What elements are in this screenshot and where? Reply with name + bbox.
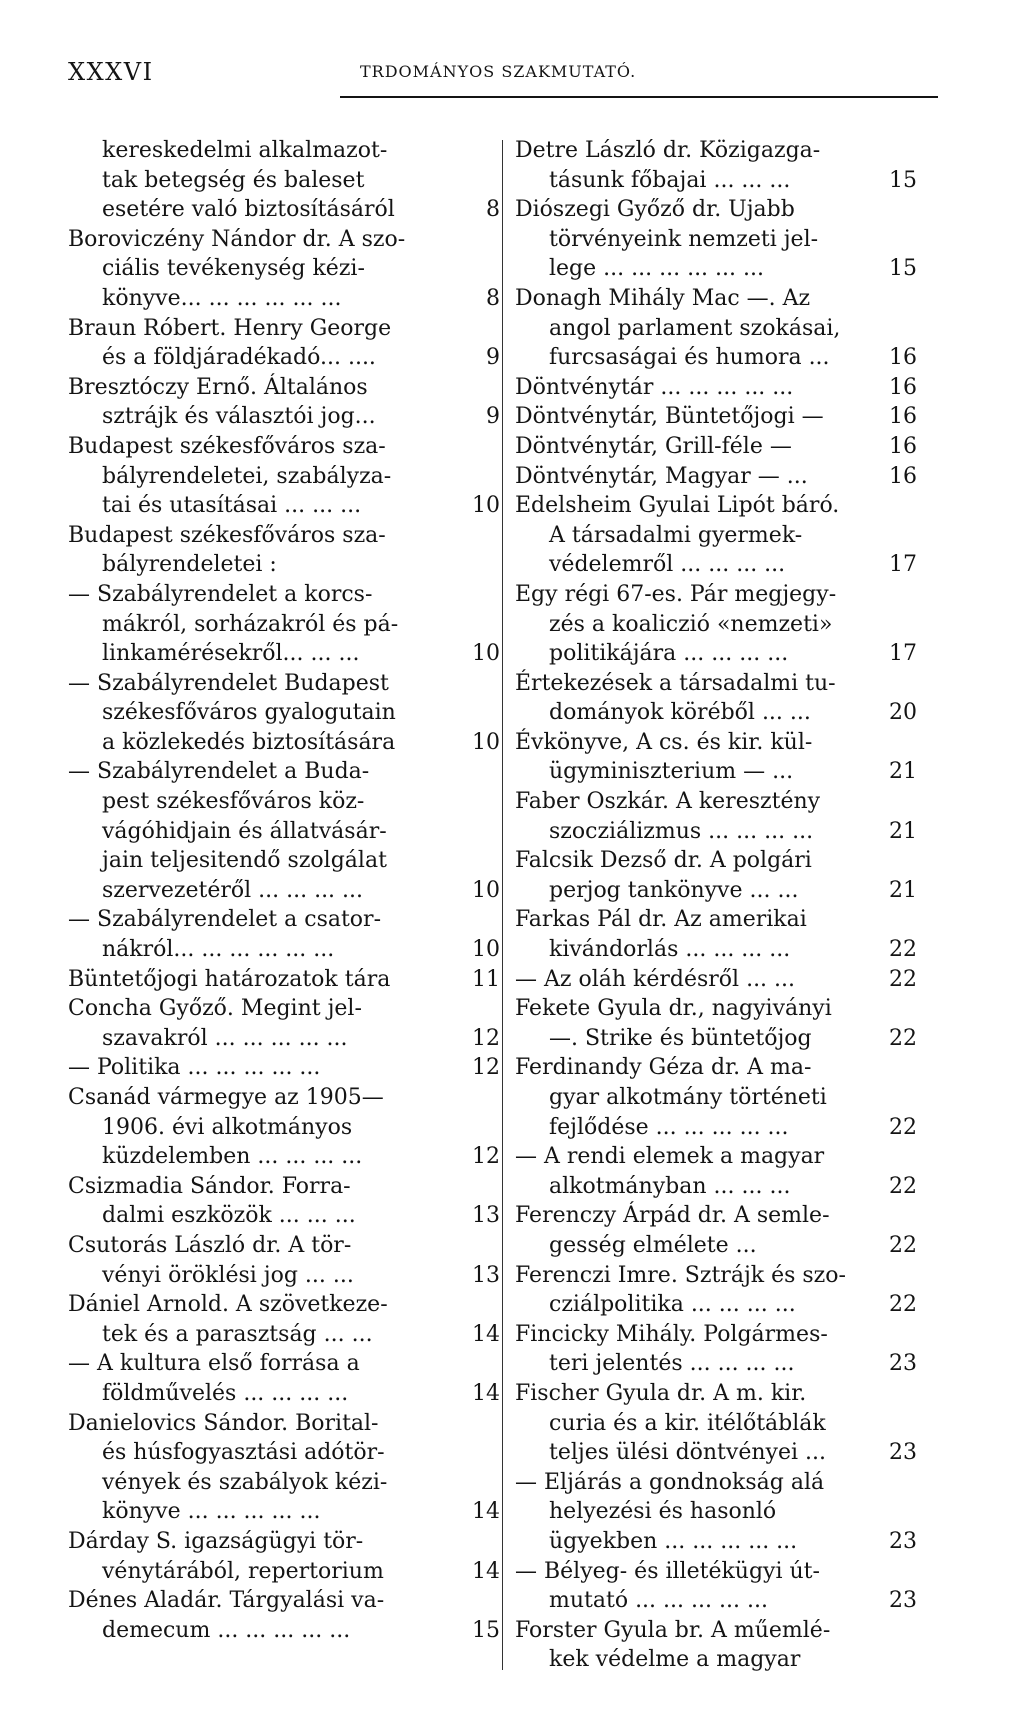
entry-text: tásunk főbajai ... ... ... (549, 167, 791, 193)
page-number: 21 (889, 759, 917, 785)
entry-text: tai és utasításai ... ... ... (102, 493, 362, 519)
index-entry-line (68, 1438, 500, 1468)
page-number: 10 (472, 641, 500, 667)
page-number: 8 (486, 285, 500, 311)
index-entry-line (515, 1201, 917, 1231)
entry-text: — Szabályrendelet Budapest (68, 670, 389, 696)
page-number: 10 (472, 877, 500, 903)
page-number: 12 (472, 1144, 500, 1170)
header-rule (340, 96, 938, 98)
entry-text: Fekete Gyula dr., nagyiványi (515, 996, 832, 1022)
index-entry-line (68, 284, 500, 314)
page-number: 14 (472, 1499, 500, 1525)
entry-text: szocziálizmus ... ... ... ... (549, 818, 814, 844)
entry-text: zés a koaliczió «nemzeti» (549, 611, 833, 637)
index-entry-line (515, 1113, 917, 1143)
index-entry-line (515, 373, 917, 403)
page-number: 9 (486, 404, 500, 430)
entry-text: Büntetőjogi határozatok tára (68, 966, 391, 992)
entry-text: teljes ülési döntvényei ... (549, 1440, 826, 1466)
page-number: 12 (472, 1055, 500, 1081)
page-number: 15 (472, 1617, 500, 1643)
index-entry-line (515, 1409, 917, 1439)
entry-text: mutató ... ... ... ... ... (549, 1588, 768, 1614)
entry-text: nákról... ... ... ... ... ... (102, 937, 335, 963)
index-entry-line (515, 698, 917, 728)
entry-text: ügyminiszterium — ... (549, 759, 794, 785)
entry-text: — A kultura első forrása a (68, 1351, 360, 1377)
index-entry-line (68, 639, 500, 669)
page-number: 22 (889, 1173, 917, 1199)
entry-text: — Szabályrendelet a Buda- (68, 759, 370, 785)
entry-text: kivándorlás ... ... ... ... (549, 937, 791, 963)
page-number: 16 (889, 463, 917, 489)
page-number: 8 (486, 197, 500, 223)
index-entry-line (68, 965, 500, 995)
entry-text: ciális tevékenység kézi- (102, 256, 365, 282)
entry-text: Budapest székesfőváros sza- (68, 522, 386, 548)
entry-text: linkamérésekről... ... ... (102, 641, 360, 667)
index-entry-line (515, 1586, 917, 1616)
entry-text: demecum ... ... ... ... ... (102, 1617, 351, 1643)
index-entry-line (68, 876, 500, 906)
page-number: 21 (889, 818, 917, 844)
index-entry-line (515, 846, 917, 876)
index-entry-line (515, 314, 917, 344)
index-entry-line (68, 1320, 500, 1350)
index-entry-line (515, 1557, 917, 1587)
entry-text: curia és a kir. itélőtáblák (549, 1410, 826, 1436)
entry-text: Ferenczy Árpád dr. A semle- (515, 1203, 830, 1229)
page-number: 16 (889, 404, 917, 430)
page-number: 14 (472, 1558, 500, 1584)
entry-text: helyezési és hasonló (549, 1499, 777, 1525)
page-number: 22 (889, 966, 917, 992)
index-entry-line (68, 402, 500, 432)
index-entry-line (68, 225, 500, 255)
entry-text: dományok köréből ... ... (549, 700, 811, 726)
entry-text: vényi öröklési jog ... ... (102, 1262, 354, 1288)
entry-text: — Szabályrendelet a korcs- (68, 581, 373, 607)
entry-text: küzdelemben ... ... ... ... (102, 1144, 363, 1170)
index-entry-line (68, 994, 500, 1024)
page-number: 17 (889, 552, 917, 578)
page-number: 23 (889, 1588, 917, 1614)
index-entry-line (515, 1172, 917, 1202)
column-divider (502, 140, 503, 1670)
page-number: 16 (889, 345, 917, 371)
index-entry-line (515, 491, 917, 521)
entry-text: tak betegség és baleset (102, 167, 365, 193)
index-entry-line (68, 550, 500, 580)
index-entry-line (515, 757, 917, 787)
index-entry-line (515, 1231, 917, 1261)
entry-text: törvényeink nemzeti jel- (549, 226, 819, 252)
index-entry-line (68, 462, 500, 492)
index-entry-line (68, 1231, 500, 1261)
entry-text: Egy régi 67-es. Pár megjegy- (515, 581, 837, 607)
page-number: 11 (472, 966, 500, 992)
entry-text: mákról, sorházakról és pá- (102, 611, 399, 637)
index-entry-line (515, 787, 917, 817)
entry-text: Csutorás László dr. A tör- (68, 1232, 352, 1258)
right-column (515, 136, 917, 1675)
entry-text: Dénes Aladár. Tárgyalási va- (68, 1588, 385, 1614)
entry-text: Döntvénytár, Grill-féle — (515, 433, 792, 459)
entry-text: A társadalmi gyermek- (549, 522, 803, 548)
index-entry-line (68, 1024, 500, 1054)
entry-text: — A rendi elemek a magyar (515, 1144, 825, 1170)
entry-text: Farkas Pál dr. Az amerikai (515, 907, 807, 933)
entry-text: Falcsik Dezső dr. A polgári (515, 848, 812, 874)
index-entry-line (68, 728, 500, 758)
entry-text: dalmi eszközök ... ... ... (102, 1203, 356, 1229)
entry-text: könyve ... ... ... ... ... (102, 1499, 321, 1525)
index-entry-line (515, 1468, 917, 1498)
index-entry-line (68, 1409, 500, 1439)
index-entry-line (68, 1142, 500, 1172)
page-number: 14 (472, 1321, 500, 1347)
index-entry-line (515, 639, 917, 669)
entry-text: Fincicky Mihály. Polgármes- (515, 1321, 828, 1347)
index-entry-line (68, 343, 500, 373)
index-entry-line (515, 1261, 917, 1291)
index-entry-line (68, 1113, 500, 1143)
running-title: TRDOMÁNYOS SZAKMUTATÓ. (360, 62, 637, 81)
index-entry-line (515, 550, 917, 580)
index-entry-line (68, 817, 500, 847)
index-entry-line (515, 1083, 917, 1113)
entry-text: Döntvénytár, Büntetőjogi — (515, 404, 824, 430)
index-entry-line (68, 1527, 500, 1557)
entry-text: cziálpolitika ... ... ... ... (549, 1292, 796, 1318)
entry-text: és húsfogyasztási adótör- (102, 1440, 385, 1466)
entry-text: vények és szabályok kézi- (102, 1469, 388, 1495)
page-number: 23 (889, 1528, 917, 1554)
page-number: 22 (889, 1025, 917, 1051)
index-entry-line (515, 1142, 917, 1172)
entry-text: — Szabályrendelet a csator- (68, 907, 382, 933)
page-folio: XXXVI (68, 58, 154, 86)
index-entry-line (515, 254, 917, 284)
entry-text: Csanád vármegye az 1905— (68, 1085, 384, 1110)
index-entry-line (515, 521, 917, 551)
entry-text: — Eljárás a gondnokság alá (515, 1469, 825, 1495)
entry-text: Dárday S. igazságügyi tör- (68, 1528, 364, 1554)
entry-text: Fischer Gyula dr. A m. kir. (515, 1380, 807, 1406)
page-number: 13 (472, 1262, 500, 1288)
page-number: 17 (889, 641, 917, 667)
entry-text: alkotmányban ... ... ... (549, 1173, 791, 1199)
entry-text: esetére való biztosításáról (102, 197, 395, 223)
index-entry-line (68, 905, 500, 935)
entry-text: Budapest székesfőváros sza- (68, 433, 386, 459)
index-entry-line (68, 491, 500, 521)
page-number: 10 (472, 937, 500, 963)
left-column (68, 136, 500, 1645)
index-entry-line (68, 846, 500, 876)
index-entry-line (515, 876, 917, 906)
entry-text: lege ... ... ... ... ... ... (549, 256, 764, 282)
index-entry-line (68, 314, 500, 344)
page-number: 20 (889, 700, 917, 726)
index-entry-line (515, 166, 917, 196)
index-entry-line (515, 935, 917, 965)
entry-text: furcsaságai és humora ... (549, 345, 830, 371)
entry-text: földművelés ... ... ... ... (102, 1380, 349, 1406)
page-number: 23 (889, 1351, 917, 1377)
entry-text: bályrendeletei, szabályza- (102, 463, 392, 489)
entry-text: angol parlament szokásai, (549, 315, 841, 341)
entry-text: vénytárából, repertorium (102, 1558, 384, 1584)
index-entry-line (68, 1468, 500, 1498)
page-number: 21 (889, 877, 917, 903)
entry-text: Csizmadia Sándor. Forra- (68, 1173, 351, 1199)
index-entry-line (515, 1024, 917, 1054)
entry-text: Edelsheim Gyulai Lipót báró. (515, 493, 840, 519)
entry-text: Ferdinandy Géza dr. A ma- (515, 1055, 812, 1081)
index-entry-line (515, 1438, 917, 1468)
entry-text: Értekezések a társadalmi tu- (515, 670, 836, 696)
page-number: 23 (889, 1440, 917, 1466)
index-entry-line (68, 669, 500, 699)
index-entry-line (515, 432, 917, 462)
entry-text: Braun Róbert. Henry George (68, 315, 392, 341)
page-number: 13 (472, 1203, 500, 1229)
entry-text: sztrájk és választói jog... (102, 404, 376, 430)
page-number: 22 (889, 1232, 917, 1258)
index-entry-line (515, 1320, 917, 1350)
index-entry-line (515, 905, 917, 935)
index-entry-line (68, 136, 500, 166)
entry-text: Döntvénytár ... ... ... ... ... (515, 374, 794, 400)
entry-text: és a földjáradékadó... .... (102, 345, 376, 371)
index-entry-line (515, 728, 917, 758)
entry-text: Forster Gyula br. A műemlé- (515, 1617, 831, 1643)
index-entry-line (68, 935, 500, 965)
index-entry-line (515, 225, 917, 255)
index-entry-line (515, 343, 917, 373)
entry-text: tek és a parasztság ... ... (102, 1321, 373, 1347)
entry-text: Detre László dr. Közigazga- (515, 138, 821, 163)
index-entry-line (515, 965, 917, 995)
index-entry-line (515, 580, 917, 610)
index-entry-line (515, 1527, 917, 1557)
index-entry-line (68, 1616, 500, 1646)
index-entry-line (515, 402, 917, 432)
entry-text: gesség elmélete ... (549, 1232, 757, 1258)
page-number: 22 (889, 1292, 917, 1318)
index-entry-line (68, 254, 500, 284)
index-entry-line (515, 1616, 917, 1646)
index-entry-line (515, 994, 917, 1024)
index-entry-line (515, 817, 917, 847)
index-entry-line (68, 1349, 500, 1379)
page-number: 10 (472, 729, 500, 755)
index-entry-line (68, 1083, 500, 1113)
entry-text: — Az oláh kérdésről ... ... (515, 966, 796, 992)
page-number: 9 (486, 345, 500, 371)
entry-text: Faber Oszkár. A keresztény (515, 789, 821, 815)
page-number: 22 (889, 937, 917, 963)
index-entry-line (515, 1379, 917, 1409)
entry-text: Diószegi Győző dr. Ujabb (515, 197, 795, 223)
page-number: 15 (889, 256, 917, 282)
page-number: 12 (472, 1025, 500, 1051)
index-entry-line (68, 1557, 500, 1587)
index-entry-line (68, 1497, 500, 1527)
entry-text: a közlekedés biztosítására (102, 729, 396, 755)
page-number: 15 (889, 167, 917, 193)
entry-text: fejlődése ... ... ... ... ... (549, 1114, 789, 1140)
index-entry-line (515, 1349, 917, 1379)
index-entry-line (68, 195, 500, 225)
index-entry-line (515, 610, 917, 640)
entry-text: Évkönyve, A cs. és kir. kül- (515, 729, 813, 755)
page-number: 16 (889, 433, 917, 459)
index-entry-line (68, 521, 500, 551)
index-entry-line (68, 757, 500, 787)
entry-text: —. Strike és büntetőjog (549, 1025, 812, 1051)
index-entry-line (515, 195, 917, 225)
entry-text: 1906. évi alkotmányos (102, 1114, 353, 1140)
index-entry-line (68, 1379, 500, 1409)
entry-text: jain teljesitendő szolgálat (102, 848, 387, 874)
page-number: 10 (472, 493, 500, 519)
index-entry-line (515, 1645, 917, 1675)
index-entry-line (68, 1261, 500, 1291)
entry-text: gyar alkotmány történeti (549, 1085, 827, 1110)
entry-text: — Bélyeg- és illetékügyi út- (515, 1558, 820, 1584)
entry-text: ügyekben ... ... ... ... ... (549, 1528, 798, 1554)
index-entry-line (68, 1201, 500, 1231)
entry-text: székesfőváros gyalogutain (102, 700, 396, 726)
entry-text: Danielovics Sándor. Borital- (68, 1410, 379, 1436)
index-entry-line (68, 432, 500, 462)
entry-text: teri jelentés ... ... ... ... (549, 1351, 795, 1377)
entry-text: Bresztóczy Ernő. Általános (68, 374, 368, 400)
index-entry-line (515, 669, 917, 699)
entry-text: Döntvénytár, Magyar — ... (515, 463, 808, 489)
page-number: 16 (889, 374, 917, 400)
entry-text: kereskedelmi alkalmazot- (102, 138, 388, 163)
index-entry-line (68, 580, 500, 610)
index-entry-line (68, 1586, 500, 1616)
index-entry-line (515, 1290, 917, 1320)
entry-text: Boroviczény Nándor dr. A szo- (68, 226, 406, 252)
index-entry-line (68, 610, 500, 640)
entry-text: pest székesfőváros köz- (102, 789, 365, 815)
entry-text: könyve... ... ... ... ... ... (102, 285, 342, 311)
entry-text: Concha Győző. Megint jel- (68, 996, 362, 1022)
entry-text: szavakról ... ... ... ... ... (102, 1025, 348, 1051)
entry-text: perjog tankönyve ... ... (549, 877, 799, 903)
index-entry-line (515, 136, 917, 166)
entry-text: politikájára ... ... ... ... (549, 641, 789, 667)
index-entry-line (515, 1053, 917, 1083)
index-entry-line (68, 166, 500, 196)
index-entry-line (68, 698, 500, 728)
index-entry-line (68, 1290, 500, 1320)
entry-text: vágóhidjain és állatvásár- (102, 818, 387, 844)
entry-text: Dániel Arnold. A szövetkeze- (68, 1292, 388, 1318)
index-entry-line (68, 787, 500, 817)
entry-text: szervezetéről ... ... ... ... (102, 877, 364, 903)
index-entry-line (68, 1172, 500, 1202)
entry-text: kek védelme a magyar (549, 1647, 801, 1673)
index-entry-line (68, 373, 500, 403)
entry-text: — Politika ... ... ... ... ... (68, 1055, 321, 1081)
entry-text: Ferenczi Imre. Sztrájk és szo- (515, 1262, 846, 1288)
index-entry-line (515, 1497, 917, 1527)
page-number: 22 (889, 1114, 917, 1140)
index-entry-line (515, 462, 917, 492)
entry-text: bályrendeletei : (102, 552, 277, 578)
page-number: 14 (472, 1380, 500, 1406)
index-entry-line (68, 1053, 500, 1083)
entry-text: Donagh Mihály Mac —. Az (515, 285, 811, 311)
entry-text: védelemről ... ... ... ... (549, 552, 786, 578)
index-entry-line (515, 284, 917, 314)
